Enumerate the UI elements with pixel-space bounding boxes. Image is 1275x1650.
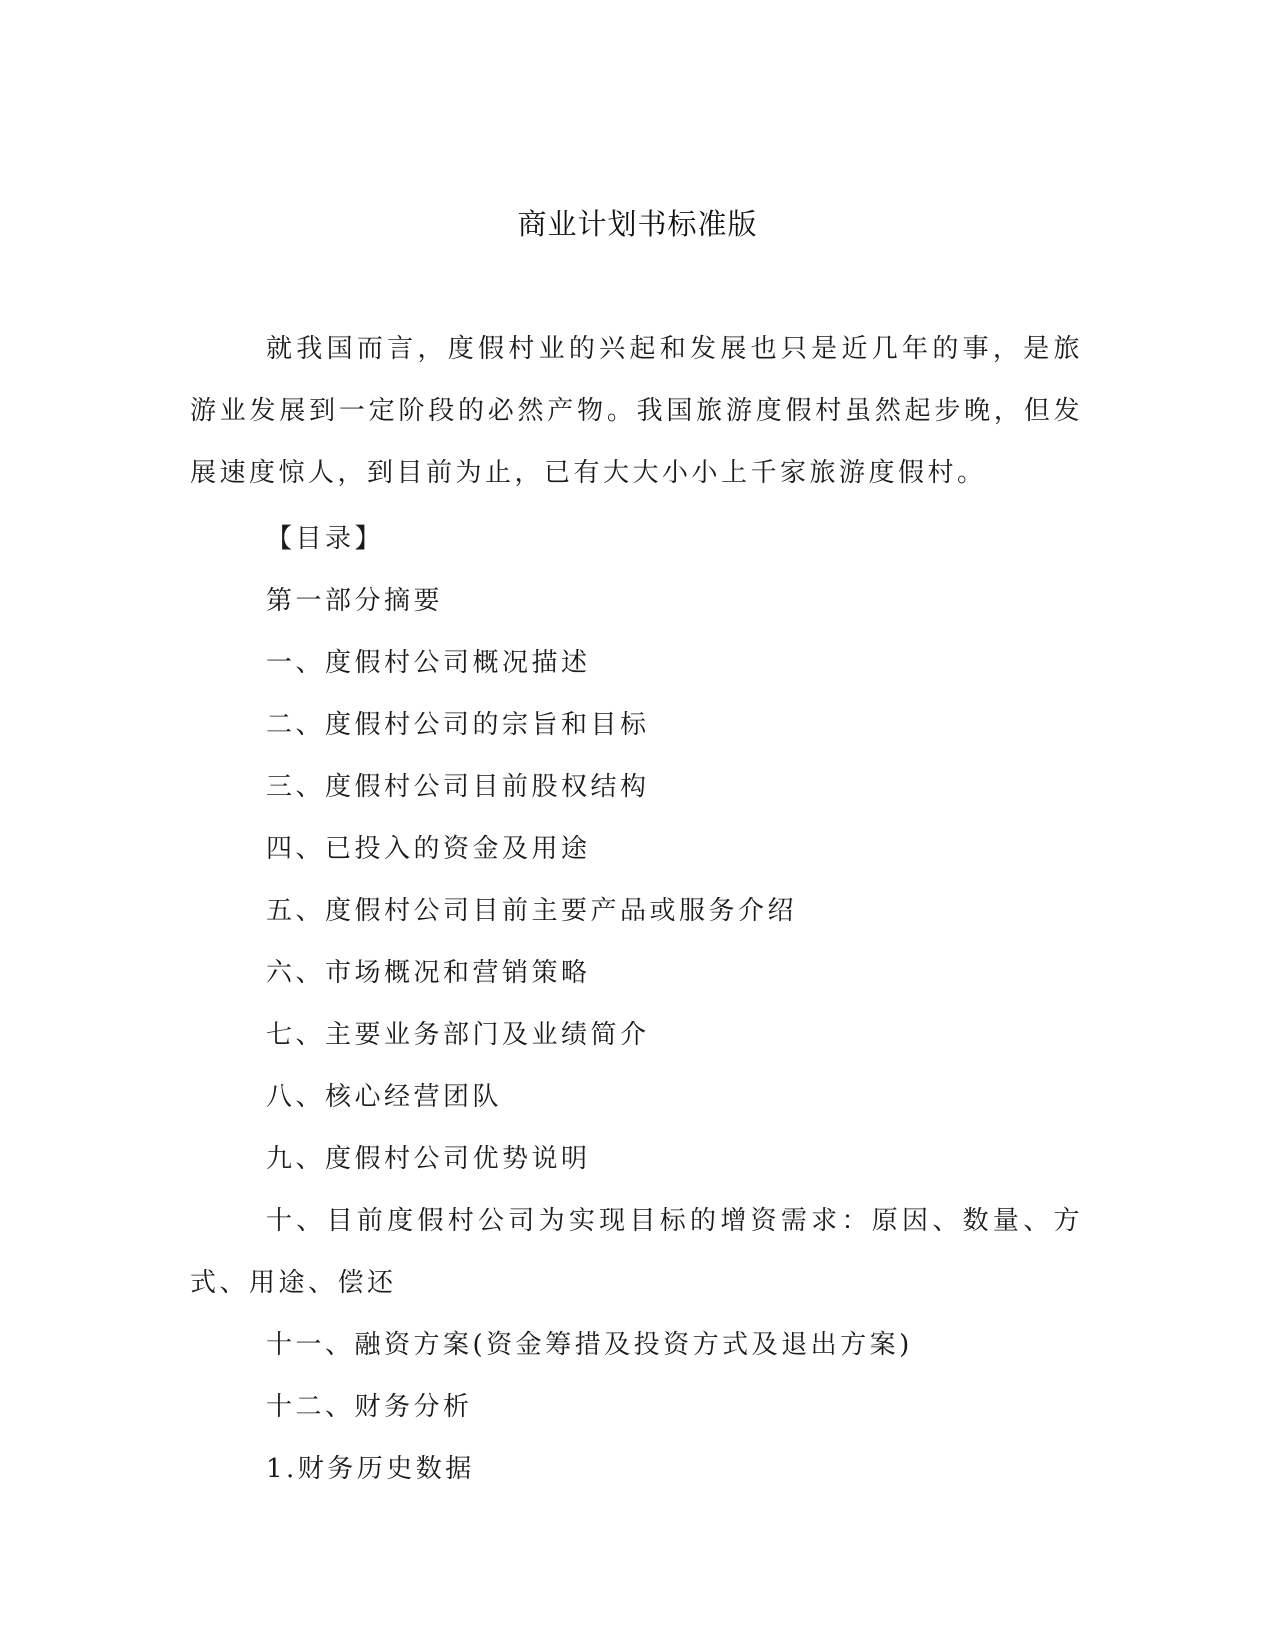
- toc-item-12: 十二、财务分析: [266, 1392, 473, 1422]
- table-of-contents: [190, 508, 1083, 1500]
- toc-item-2: 二、度假村公司的宗旨和目标: [266, 710, 650, 740]
- toc-item-11: 十一、融资方案(资金筹措及投资方式及退出方案): [266, 1330, 913, 1360]
- toc-item-7: 七、主要业务部门及业绩简介: [266, 1020, 650, 1050]
- toc-subitem-1: 1.财务历史数据: [266, 1454, 475, 1484]
- toc-item-4: 四、已投入的资金及用途: [266, 834, 591, 864]
- toc-heading: 【目录】: [266, 524, 385, 554]
- toc-item-summary: 第一部分摘要: [266, 586, 444, 616]
- toc-item-8: 八、核心经营团队: [266, 1082, 503, 1112]
- toc-item-10: 十、目前度假村公司为实现目标的增资需求：原因、数量、方式、用途、偿还: [190, 1206, 1083, 1298]
- toc-item-5: 五、度假村公司目前主要产品或服务介绍: [266, 896, 798, 926]
- toc-item-3: 三、度假村公司目前股权结构: [266, 772, 650, 802]
- intro-paragraph: 就我国而言，度假村业的兴起和发展也只是近几年的事，是旅游业发展到一定阶段的必然产物。我国旅游度假村虽然起步晚，但发展速度惊人，到目前为止，已有大大小小上千家旅游度假村。: [190, 334, 1083, 488]
- document-title: 商业计划书标准版: [517, 207, 758, 241]
- toc-item-9: 九、度假村公司优势说明: [266, 1144, 591, 1174]
- toc-item-1: 一、度假村公司概况描述: [266, 648, 591, 678]
- toc-item-6: 六、市场概况和营销策略: [266, 958, 591, 988]
